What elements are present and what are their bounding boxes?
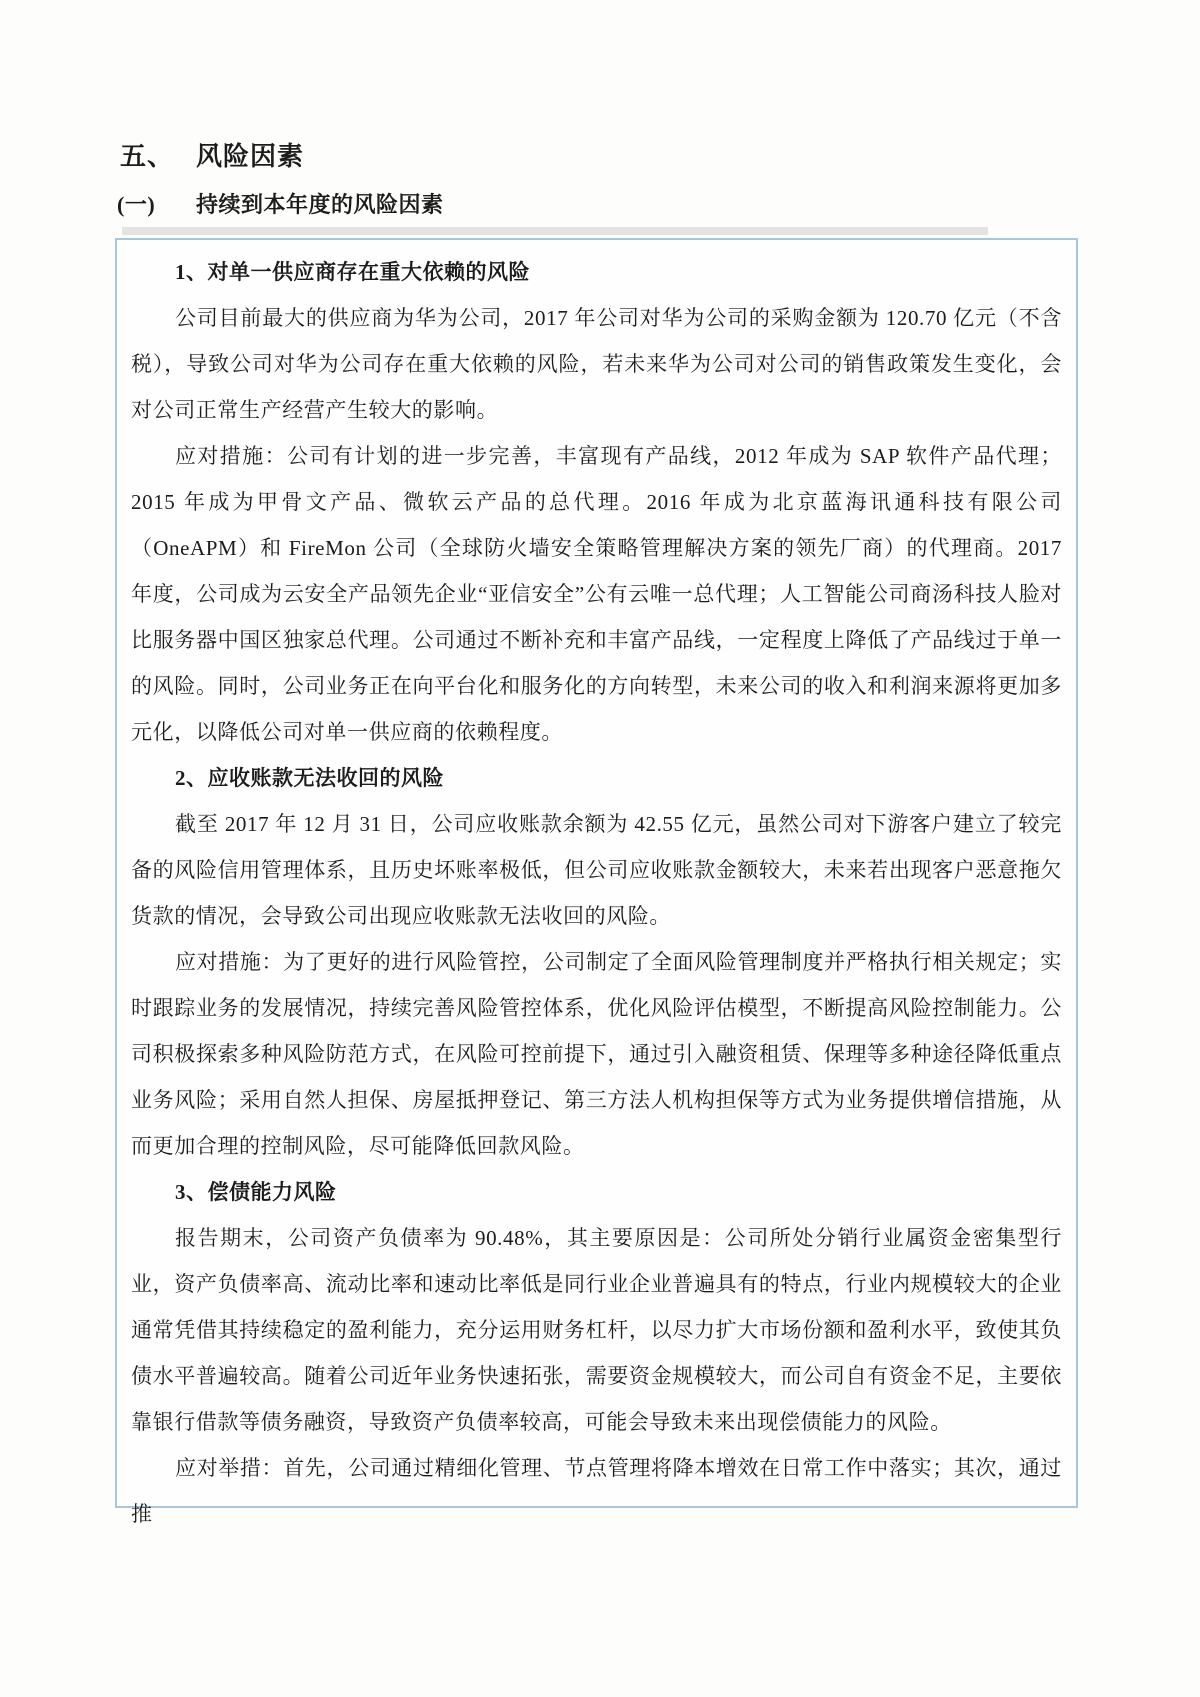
risk-paragraph: 应对举措：首先，公司通过精细化管理、节点管理将降本增效在日常工作中落实；其次，通过推 [131, 1456, 1062, 1526]
subsection-title: 持续到本年度的风险因素 [196, 192, 444, 217]
risk-item-heading: 2、应收账款无法收回的风险 [175, 766, 444, 790]
risk-paragraph: 应对措施：为了更好的进行风险管控，公司制定了全面风险管理制度并严格执行相关规定；实时跟踪业务的发展情况，持续完善风险管控体系，优化风险评估模型，不断提高风险控制能力。公司积极探索多种风险防范方式，在风险可控前提下，通过引入融资租赁、保理等多种途径降低重点业务风险；采用自然人担保、房屋抵押登记、第三方法人机构担保等方式为业务提供增信措施，从而更加合理的控制风险，尽可能降低回款风险。 [131, 950, 1062, 1158]
risk-paragraph: 截至 2017 年 12 月 31 日，公司应收账款余额为 42.55 亿元，虽然公司对下游客户建立了较完备的风险信用管理体系，且历史坏账率极低，但公司应收账款金额较大，未来若出现客户恶意拖欠货款的情况，会导致公司出现应收账款无法收回的风险。 [131, 812, 1062, 928]
subsection-heading [117, 188, 444, 219]
risk-item-heading: 1、对单一供应商存在重大依赖的风险 [175, 260, 530, 284]
section-number: 五、 [120, 142, 175, 171]
risk-item-heading: 3、偿债能力风险 [175, 1180, 337, 1204]
subsection-number: (一) [117, 192, 156, 217]
scan-artifact-bar [122, 227, 988, 235]
risk-paragraph: 报告期末，公司资产负债率为 90.48%，其主要原因是：公司所处分销行业属资金密集型行业，资产负债率高、流动比率和速动比率低是同行业企业普遍具有的特点，行业内规模较大的企业通常凭借其持续稳定的盈利能力，充分运用财务杠杆，以尽力扩大市场份额和盈利水平，致使其负债水平普遍较高。随着公司近年业务快速拓张，需要资金规模较大，而公司自有资金不足，主要依靠银行借款等债务融资，导致资产负债率较高，可能会导致未来出现偿债能力的风险。 [131, 1226, 1062, 1434]
risk-paragraph: 公司目前最大的供应商为华为公司，2017 年公司对华为公司的采购金额为 120.70 亿元（不含税），导致公司对华为公司存在重大依赖的风险，若未来华为公司对公司的销售政策发生变化，会对公司正常生产经营产生较大的影响。 [131, 306, 1062, 422]
risk-paragraph: 应对措施：公司有计划的进一步完善，丰富现有产品线，2012 年成为 SAP 软件产品代理；2015 年成为甲骨文产品、微软云产品的总代理。2016 年成为北京蓝海讯通科技有限公司（OneAPM）和 FireMon 公司（全球防火墙安全策略管理解决方案的领先厂商）的代理商。2017 年度，公司成为云安全产品领先企业“亚信安全”公有云唯一总代理；人工智能公司商汤科技人脸对比服务器中国区独家总代理。公司通过不断补充和丰富产品线，一定程度上降低了产品线过于单一的风险。同时，公司业务正在向平台化和服务化的方向转型，未来公司的收入和利润来源将更加多元化，以降低公司对单一供应商的依赖程度。 [131, 444, 1062, 744]
risk-factors-box [115, 238, 1078, 1526]
section-title: 风险因素 [196, 142, 305, 171]
section-heading [120, 136, 304, 173]
